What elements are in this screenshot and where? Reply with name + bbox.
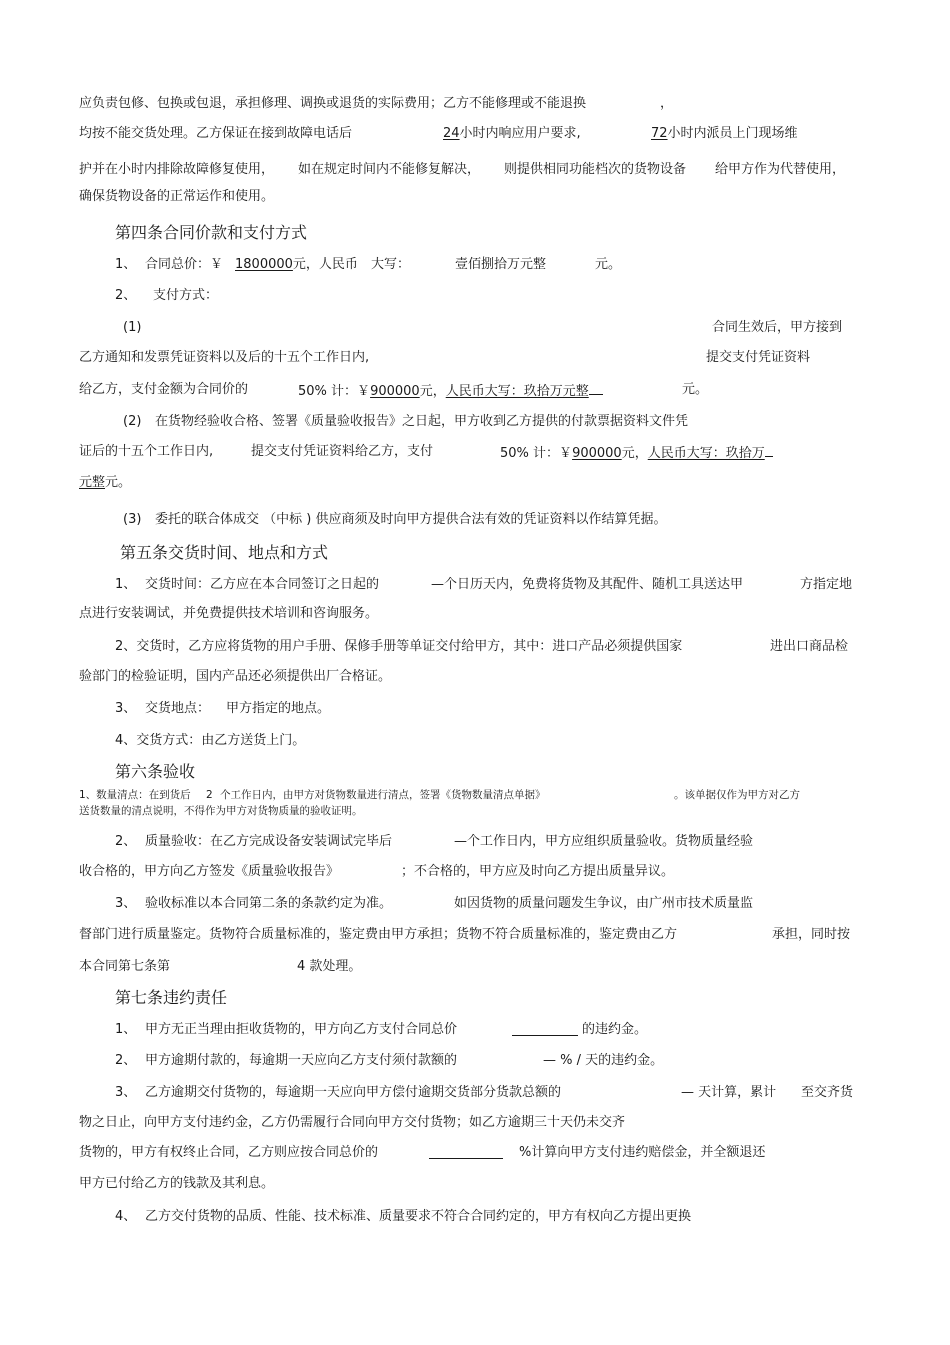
text-line: [651, 125, 798, 143]
onsite-hours: 72: [651, 126, 668, 141]
article-6-title: 第六条验收: [115, 762, 196, 781]
blank-field: [512, 1022, 578, 1036]
text: 督部门进行质量鉴定。货物符合质量标准的，鉴定费由甲方承担；货物不符合质量标准的，鉴定费由乙方: [79, 927, 678, 942]
text: 元，人民币: [292, 257, 358, 272]
text: 款处理。: [309, 959, 362, 974]
text: 进出口商品检: [770, 639, 849, 654]
text: 1、数量清点：在到货后: [79, 789, 191, 801]
text: 4、: [115, 1209, 137, 1224]
text: 委托的联合体成交 （中标 ) 供应商须及时向甲方提供合法有效的凭证资料以作结算凭据。: [155, 512, 667, 527]
text: 3、: [115, 1085, 137, 1100]
text: 应负责包修、包换或包退，承担修理、调换或退货的实际费用；乙方不能修理或不能退换: [79, 96, 587, 111]
text: 。该单据仅作为甲方对乙方: [674, 789, 800, 801]
text: (2): [123, 414, 142, 429]
text: 1、: [115, 1022, 137, 1037]
payment-2-words: 人民币大写：玖拾万: [647, 446, 765, 461]
payment-1-words: 人民币大写：玖拾万元整: [445, 384, 589, 399]
payment-2-words-cont: 元整: [79, 475, 106, 490]
text: 2、: [115, 1053, 137, 1068]
text: 均按不能交货处理。乙方保证在接到故障电话后: [79, 126, 353, 141]
article-5-title: 第五条交货时间、地点和方式: [120, 543, 329, 562]
text: — 天计算，累计: [681, 1085, 777, 1100]
text: 如在规定时间内不能修复解决，: [298, 162, 481, 177]
text: 甲方逾期付款的，每逾期一天应向乙方支付须付款额的: [145, 1053, 458, 1068]
text: 小时内派员上门现场维: [667, 126, 798, 141]
text: 护并在小时内排除故障修复使用，: [79, 162, 275, 177]
text: 支付方式：: [153, 288, 219, 303]
text: 甲方已付给乙方的钱款及其利息。: [79, 1176, 275, 1191]
text: 验收标准以本合同第二条的条款约定为准。: [145, 896, 393, 911]
text: 点进行安装调试，并免费提供技术培训和咨询服务。: [79, 606, 379, 621]
text: 如因货物的质量问题发生争议，由广州市技术质量监: [454, 896, 754, 911]
text: 质量验收：在乙方完成设备安装调试完毕后: [145, 834, 393, 849]
text-line: [297, 958, 361, 976]
text: 2、交货时，乙方应将货物的用户手册、保修手册等单证交付给甲方，其中：进口产品必须提供国家: [115, 639, 683, 654]
text: 乙方逾期交付货物的，每逾期一天应向甲方偿付逾期交货部分货款总额的: [145, 1085, 562, 1100]
text: ；不合格的，甲方应及时向乙方提出质量异议。: [401, 864, 675, 879]
text: 则提供相同功能档次的货物设备: [504, 162, 687, 177]
text: 合同总价：￥: [145, 257, 224, 272]
text: 2: [206, 789, 213, 801]
article-4-title: 第四条合同价款和支付方式: [115, 223, 308, 242]
text: 合同生效后，甲方接到: [712, 320, 843, 335]
text: 3、: [115, 701, 137, 716]
text: 物之日止，向甲方支付违约金，乙方仍需履行合同向甲方交付货物；如乙方逾期三十天仍未交齐: [79, 1115, 626, 1130]
text-line: [298, 381, 603, 401]
text: 3、: [115, 896, 137, 911]
text: (3): [123, 512, 142, 527]
text: 的违约金。: [582, 1022, 648, 1037]
text: 50%: [298, 384, 327, 399]
text: 交货时间：乙方应在本合同签订之日起的: [145, 577, 380, 592]
payment-2-amount: 900000: [572, 446, 622, 461]
text: —个工作日内，甲方应组织质量验收。货物质量经验: [454, 834, 754, 849]
response-hours: 24: [443, 126, 460, 141]
text: 元。: [682, 382, 709, 397]
text: %计算向甲方支付违约赔偿金，并全额退还: [519, 1145, 766, 1160]
text: 1、: [115, 257, 137, 272]
text: 验部门的检验证明，国内产品还必须提供出厂合格证。: [79, 669, 392, 684]
text: 50%: [500, 446, 529, 461]
text: 小时内响应用户要求,: [459, 126, 581, 141]
text: 大写：: [371, 257, 411, 272]
text: 4: [297, 959, 306, 974]
text-line: [79, 788, 546, 802]
text-line: [500, 443, 773, 463]
text: — % / 天的违约金。: [543, 1053, 664, 1068]
text-line: [79, 474, 131, 492]
text: 证后的十五个工作日内,: [79, 444, 214, 459]
text: 甲方指定的地点。: [226, 701, 331, 716]
text: 计：￥: [533, 446, 573, 461]
text: 2、: [115, 834, 137, 849]
text: 货物的，甲方有权终止合同，乙方则应按合同总价的: [79, 1145, 379, 1160]
text: 元，: [621, 446, 648, 461]
text: 元，: [419, 384, 446, 399]
text: 承担，同时按: [772, 927, 851, 942]
text: 给乙方，支付金额为合同价的: [79, 382, 249, 397]
text-line: [443, 125, 581, 143]
text: 送货数量的清点说明，不得作为甲方对货物质量的验收证明。: [79, 805, 363, 817]
text: 计：￥: [331, 384, 371, 399]
text: 1、: [115, 577, 137, 592]
text: 个工作日内，由甲方对货物数量进行清点，签署《货物数量清点单据》: [220, 789, 546, 801]
article-7-title: 第七条违约责任: [115, 988, 228, 1007]
text-line: [145, 256, 358, 274]
text: 交货地点：: [145, 701, 211, 716]
text: 收合格的，甲方向乙方签发《质量验收报告》: [79, 864, 340, 879]
text: 元。: [595, 257, 622, 272]
text: 至交齐货: [801, 1085, 854, 1100]
text: 给甲方作为代替使用，: [715, 162, 846, 177]
text: 元。: [105, 475, 132, 490]
text: 确保货物设备的正常运作和使用。: [79, 189, 275, 204]
text: 提交支付凭证资料给乙方，支付: [251, 444, 434, 459]
text: ，: [660, 96, 674, 111]
text: 4、交货方式：由乙方送货上门。: [115, 733, 306, 748]
text: 2、: [115, 288, 137, 303]
text: 乙方通知和发票凭证资料以及后的十五个工作日内,: [79, 350, 370, 365]
payment-1-amount: 900000: [370, 384, 420, 399]
text: 本合同第七条第: [79, 959, 171, 974]
blank-field: [429, 1145, 503, 1159]
text: 甲方无正当理由拒收货物的，甲方向乙方支付合同总价: [145, 1022, 458, 1037]
total-price: 1800000: [235, 257, 293, 272]
text-line: [79, 95, 586, 113]
text: 乙方交付货物的品质、性能、技术标准、质量要求不符合合同约定的，甲方有权向乙方提出更换: [145, 1209, 692, 1224]
total-price-words: 壹佰捌拾万元整: [455, 257, 547, 272]
text: 提交支付凭证资料: [706, 350, 811, 365]
text: 在货物经验收合格、签署《质量验收报告》之日起，甲方收到乙方提供的付款票据资料文件凭: [155, 414, 689, 429]
text: (1): [123, 320, 142, 335]
text: —个日历天内，免费将货物及其配件、随机工具送达甲: [431, 577, 744, 592]
text: 方指定地: [800, 577, 853, 592]
